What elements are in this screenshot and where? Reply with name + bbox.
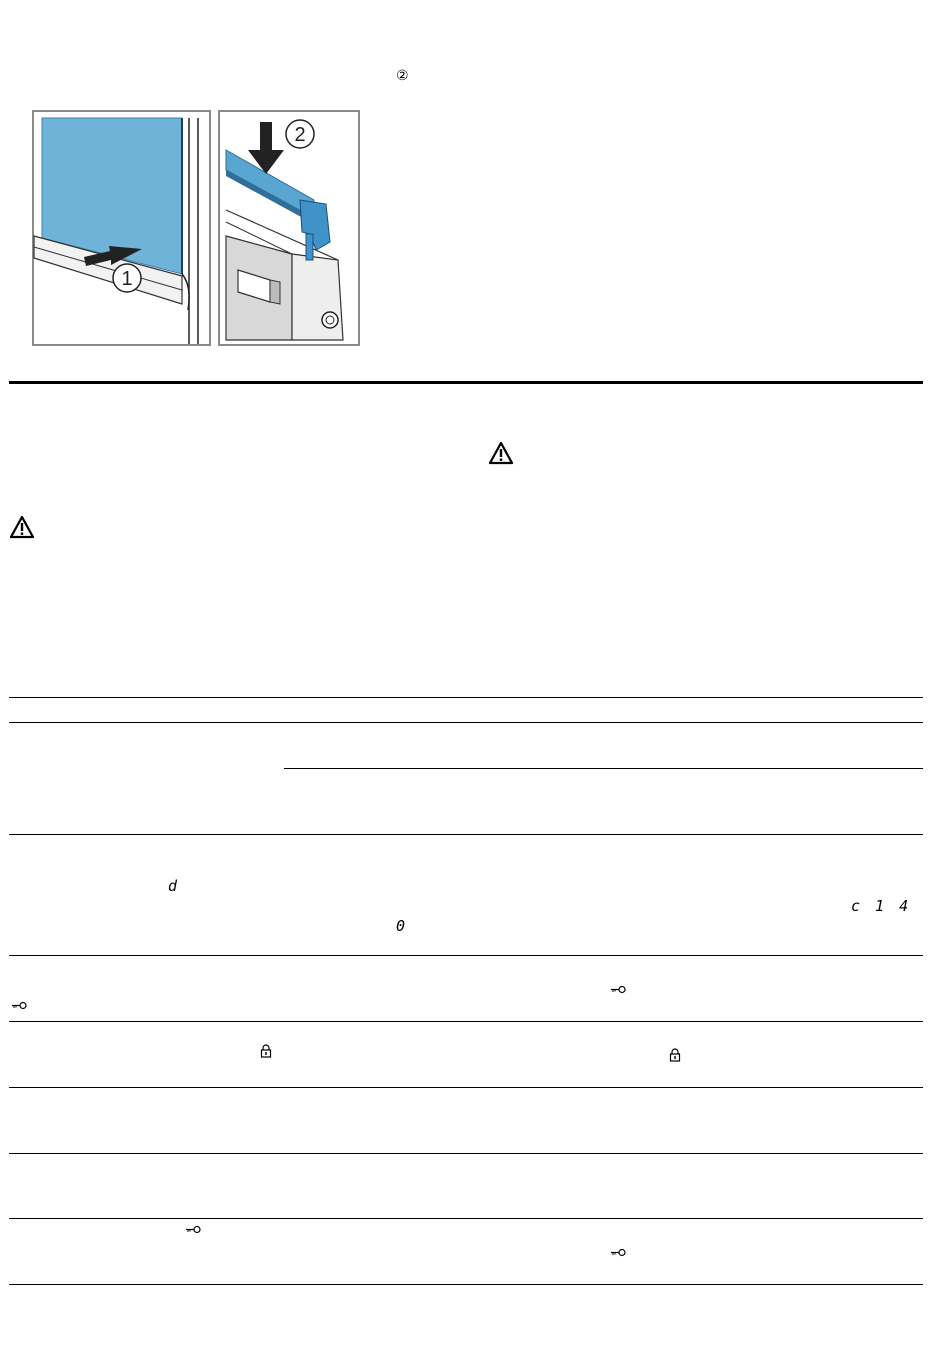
key-icon <box>610 985 626 994</box>
display-code-zero: 0 <box>396 917 409 935</box>
section-divider <box>9 381 923 384</box>
table-rule <box>9 834 923 835</box>
key-icon <box>610 1248 626 1257</box>
table-rule <box>9 1218 923 1219</box>
table-rule <box>9 1153 923 1154</box>
table-rule <box>9 1021 923 1022</box>
table-rule-inner <box>284 768 923 769</box>
table-rule <box>9 722 923 723</box>
display-code-c14: c 1 4 <box>851 897 912 915</box>
lock-icon <box>669 1048 681 1062</box>
warning-triangle-icon <box>9 515 35 539</box>
step-marker: ② <box>396 67 409 83</box>
key-icon <box>11 1001 27 1010</box>
warning-triangle-icon <box>488 441 514 465</box>
display-code-d: d <box>168 877 181 895</box>
key-icon <box>185 1225 201 1234</box>
table-rule <box>9 1087 923 1088</box>
callout-1: 1 <box>121 268 133 290</box>
lock-icon <box>260 1044 272 1058</box>
callout-2: 2 <box>294 124 306 146</box>
table-rule-bottom <box>9 1284 923 1285</box>
installation-figure <box>32 110 362 348</box>
table-rule-top <box>9 697 923 698</box>
figure-panel-2 <box>219 111 359 345</box>
figure-panel-1 <box>33 111 210 345</box>
table-rule <box>9 955 923 956</box>
